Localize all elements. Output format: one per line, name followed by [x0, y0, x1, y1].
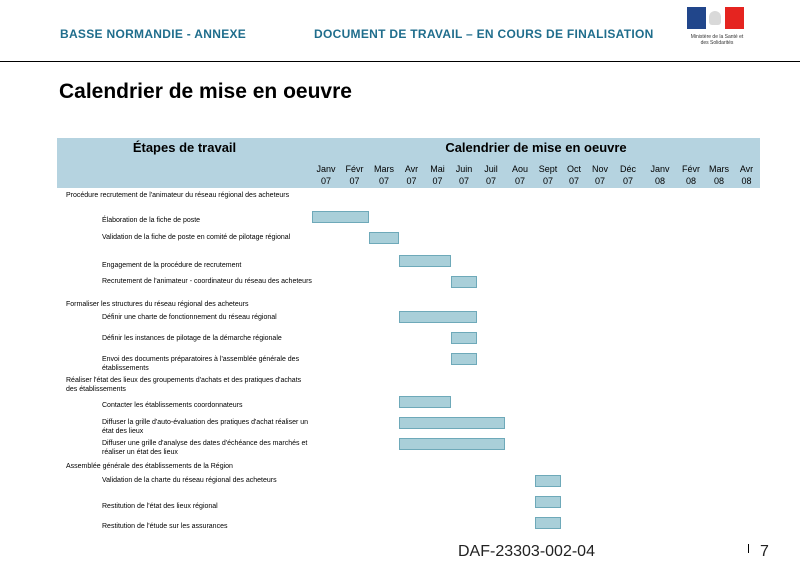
page-title: Calendrier de mise en oeuvre — [59, 80, 352, 103]
month-year: 07 — [406, 176, 417, 186]
month-name: Mars — [709, 164, 729, 174]
month-name: Sept — [538, 164, 558, 174]
marianne-flag-icon — [687, 7, 744, 29]
month-header — [615, 163, 642, 187]
column-header-steps: Étapes de travail — [132, 140, 237, 155]
month-name: Nov — [591, 164, 608, 174]
column-header-calendar: Calendrier de mise en oeuvre — [445, 140, 627, 155]
month-year: 07 — [320, 176, 331, 186]
month-name: Oct — [566, 164, 581, 174]
month-name: Mai — [430, 164, 445, 174]
gantt-bar — [451, 276, 477, 288]
month-year: 07 — [568, 176, 579, 186]
month-name: Janv — [316, 164, 336, 174]
task-label: Validation de la charte du réseau régional des acheteurs — [102, 477, 277, 484]
month-header — [706, 163, 733, 187]
month-header — [587, 163, 614, 187]
gantt-bar — [451, 353, 477, 365]
task-label: Validation de la fiche de poste en comité de pilotage régional — [102, 234, 291, 241]
month-year: 08 — [685, 176, 696, 186]
month-year: 08 — [654, 176, 665, 186]
task-group-label: Procédure recrutement de l'animateur du réseau régional des acheteurs — [66, 192, 290, 199]
gantt-bar — [369, 232, 399, 244]
month-year: 07 — [432, 176, 443, 186]
month-name: Avr — [739, 164, 754, 174]
task-label: Envoi des documents préparatoires à l'assemblée générale des établissements — [102, 356, 300, 372]
footer-separator — [748, 544, 749, 553]
header-divider — [0, 61, 800, 62]
month-header — [733, 163, 760, 187]
month-name: Févr — [345, 164, 364, 174]
month-name: Déc — [619, 164, 636, 174]
month-header — [341, 163, 368, 187]
month-header — [561, 163, 588, 187]
task-label: Diffuser la grille d'auto-évaluation des pratiques d'achat réaliser un état des lieux — [102, 419, 309, 435]
month-header — [424, 163, 451, 187]
task-group-label: Réaliser l'état des lieux des groupements d'achats et des pratiques d'achats des établissements — [66, 377, 302, 393]
month-name: Juin — [455, 164, 473, 174]
month-name: Janv — [650, 164, 670, 174]
gantt-bar — [399, 417, 505, 429]
month-header — [535, 163, 562, 187]
month-year: 07 — [349, 176, 360, 186]
logo-caption: Ministère de la Santé et des Solidarités — [690, 34, 744, 46]
month-header — [313, 163, 340, 187]
month-header — [478, 163, 505, 187]
footer-page-number: 7 — [760, 543, 769, 560]
month-year: 07 — [594, 176, 605, 186]
task-label: Recrutement de l'animateur - coordinateur du réseau des acheteurs — [102, 278, 312, 285]
month-header — [507, 163, 534, 187]
month-header — [451, 163, 478, 187]
month-name: Juil — [484, 164, 498, 174]
gantt-bar — [535, 496, 561, 508]
task-label: Restitution de l'étude sur les assurances — [102, 523, 228, 530]
ministry-logo — [687, 7, 745, 46]
task-label: Engagement de la procédure de recrutement — [102, 262, 242, 269]
gantt-bar — [399, 396, 451, 408]
month-year: 08 — [741, 176, 752, 186]
footer-document-reference: DAF-23303-002-04 — [458, 543, 595, 560]
month-year: 07 — [378, 176, 389, 186]
month-year: 07 — [458, 176, 469, 186]
month-year: 07 — [514, 176, 525, 186]
month-year: 07 — [485, 176, 496, 186]
month-name: Aou — [511, 164, 528, 174]
task-label: Diffuser une grille d'analyse des dates d'échéance des marchés et réaliser un état des lieux — [102, 440, 308, 456]
month-name: Févr — [682, 164, 700, 174]
month-header — [678, 163, 705, 187]
month-name: Mars — [374, 164, 394, 174]
gantt-bar — [399, 438, 505, 450]
task-group-label: Formaliser les structures du réseau régional des acheteurs — [66, 301, 249, 308]
task-label: Restitution de l'état des lieux régional — [102, 503, 218, 510]
task-label: Définir une charte de fonctionnement du réseau régional — [102, 314, 277, 321]
gantt-bar — [451, 332, 477, 344]
month-year: 08 — [713, 176, 724, 186]
month-year: 07 — [542, 176, 553, 186]
task-group-label: Assemblée générale des établissements de la Région — [66, 463, 233, 470]
task-label: Élaboration de la fiche de poste — [102, 217, 201, 224]
gantt-bar — [535, 475, 561, 487]
month-header — [647, 163, 674, 187]
header-document-status: DOCUMENT DE TRAVAIL – EN COURS DE FINALISATION — [314, 27, 654, 41]
task-label: Définir les instances de pilotage de la démarche régionale — [102, 335, 282, 342]
month-header — [398, 163, 425, 187]
task-label: Contacter les établissements coordonnateurs — [102, 402, 243, 409]
gantt-bar — [535, 517, 561, 529]
month-name: Avr — [404, 164, 419, 174]
gantt-bar — [399, 255, 451, 267]
gantt-bar — [399, 311, 477, 323]
month-header — [371, 163, 398, 187]
header-left-title: BASSE NORMANDIE - ANNEXE — [60, 27, 247, 41]
gantt-bar — [312, 211, 369, 223]
month-year: 07 — [622, 176, 633, 186]
